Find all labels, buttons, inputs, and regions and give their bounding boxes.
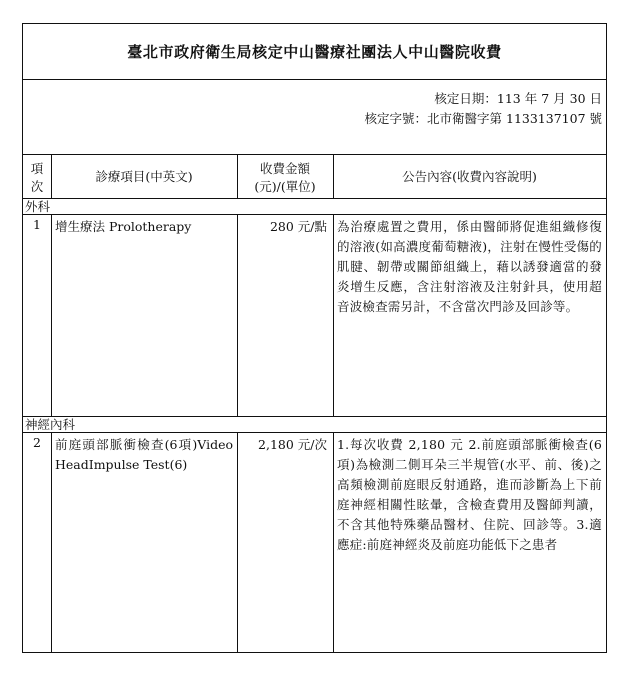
grid-line (237, 433, 238, 653)
fee-notice-document (22, 23, 607, 653)
grid-line (333, 215, 334, 417)
grid-line (51, 433, 52, 653)
table-row (23, 433, 606, 653)
grid-line (237, 215, 238, 417)
header-description: 公告內容(收費內容說明) (402, 169, 537, 184)
row-fee: 280 元/點 (269, 219, 327, 234)
section-label-surgery: 外科 (23, 199, 606, 215)
row-fee: 2,180 元/次 (258, 437, 327, 452)
header-item-name: 診療項目(中英文) (95, 169, 193, 184)
header-index: 項 次 (30, 161, 44, 194)
approval-number: 核定字號：北市衛醫字第 1133137107 號 (364, 111, 602, 126)
document-title: 臺北市政府衛生局核定中山醫療社團法人中山醫院收費 (23, 24, 606, 80)
row-item-name: 前庭頭部脈衝檢查(6項)Video HeadImpulse Test(6) (55, 437, 233, 472)
grid-line (333, 155, 334, 199)
section-label-neurology: 神經內科 (23, 417, 606, 433)
grid-line (51, 155, 52, 199)
grid-line (237, 155, 238, 199)
row-item-name: 增生療法 Prolotherapy (55, 219, 192, 234)
grid-line (51, 215, 52, 417)
table-header (23, 155, 606, 199)
row-index: 2 (33, 435, 41, 450)
table-row (23, 215, 606, 417)
grid-line (333, 433, 334, 653)
approval-info (23, 80, 606, 155)
row-description: 1.每次收費 2,180 元 2.前庭頭部脈衝檢查(6項)為檢測二側耳朵三半規管(水平、前、後)之高頻檢測前庭眼反射通路，進而診斷為上下前庭神經相關性眩暈，含檢查費用及醫師判讀，不含其他特殊藥品醫材、住院、回診等。3.適應症:前庭神經炎及前庭功能低下之患者 (337, 437, 602, 552)
approval-date: 核定日期：113 年 7 月 30 日 (434, 91, 602, 106)
row-index: 1 (33, 217, 41, 232)
header-fee: 收費金額 (元)/(單位) (254, 161, 316, 194)
row-description: 為治療處置之費用，係由醫師將促進組織修復的溶液(如高濃度葡萄糖液)，注射在慢性受傷的肌腱、韌帶或關節組織上，藉以誘發適當的發炎增生反應，含注射溶液及注射針具，使用超音波檢查需另計，不含當次門診及回診等。 (337, 219, 602, 314)
